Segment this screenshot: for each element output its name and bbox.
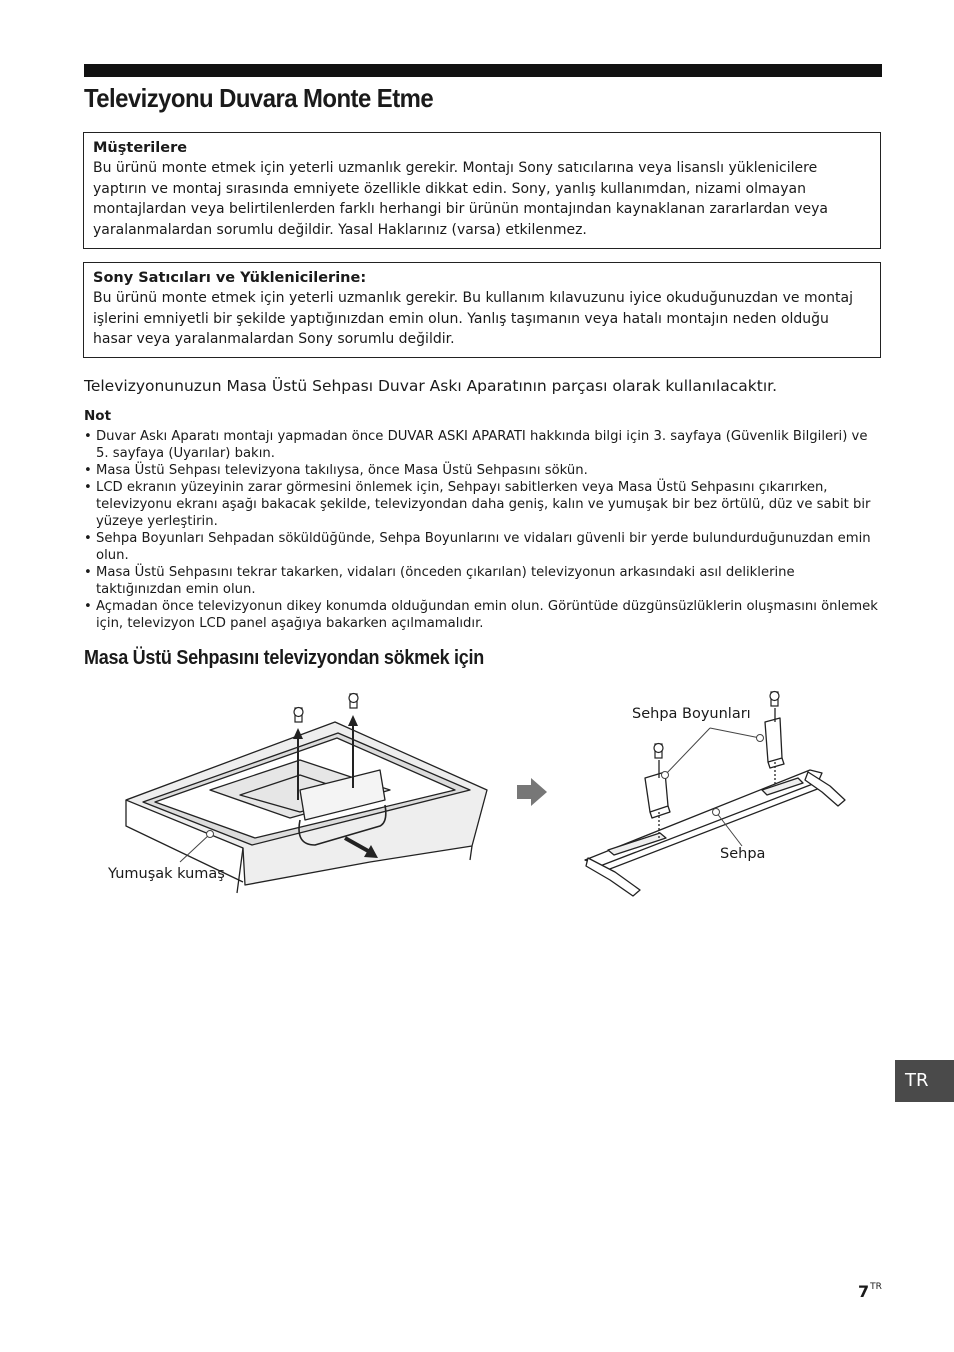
note-item: • Duvar Askı Aparatı montajı yapmadan önce DUVAR ASKI APARATI hakkında bilgi için 3. sayfaya (Güvenlik Bilgileri) ve 5. sayfaya (Uyarılar) bakın.	[84, 428, 884, 462]
page-number	[858, 1282, 882, 1301]
label-stand-necks: Sehpa Boyunları	[632, 706, 751, 722]
note-label: Not	[84, 408, 112, 424]
page-number-suffix: TR	[870, 1282, 882, 1292]
note-item: • Açmadan önce televizyonun dikey konumda olduğundan emin olun. Görüntüde düzgünsüzlüklerin oluşmasını önlemek için, televizyon LCD panel aşağıya bakarken açılmamalıdır.	[84, 598, 884, 632]
page-number-value: 7	[858, 1282, 870, 1301]
note-item: • Masa Üstü Sehpasını tekrar takarken, vidaları (önceden çıkarılan) televizyonun arkasındaki asıl deliklerine taktığınızdan emin olun.	[84, 564, 884, 598]
customers-notice-body: Bu ürünü monte etmek için yeterli uzmanlık gerekir. Montajı Sony satıcılarına veya lisanslı yüklenicilere yaptırın ve montaj sırasında emniyete özellikle dikkat edin. Sony, yanlış kullanımdan, nizami olmayan montajlardan veya belirtilenlerden farklı herhangi bir ürünün montajından kaynaklanan zararlardan veya yaralanmalardan sorumlu değildir. Yasal Haklarınız (varsa) etkilenmez.	[93, 160, 829, 238]
label-stand: Sehpa	[720, 846, 766, 862]
dealers-notice-body: Bu ürünü monte etmek için yeterli uzmanlık gerekir. Bu kullanım kılavuzunu iyice okuduğunuzdan ve montaj işlerini emniyetli bir şekilde yaptığınızdan emin olun. Yanlış taşımanın veya hatalı montajın neden olduğu hasar veya yaralanmalardan Sony sorumlu değildir.	[93, 290, 853, 347]
note-item: • LCD ekranın yüzeyinin zarar görmesini önlemek için, Sehpayı sabitlerken veya Masa Üstü Sehpasını çıkarırken, televizyonu ekranı aşağı bakacak şekilde, televizyondan daha geniş, kalın ve yumuşak bir bez örtülü, düz ve sabit bir yüzeye yerleştirin.	[84, 479, 884, 530]
note-item: • Sehpa Boyunları Sehpadan söküldüğünde, Sehpa Boyunlarını ve vidaları güvenli bir yerde bulundurduğunuzdan emin olun.	[84, 530, 884, 564]
dealers-notice-heading: Sony Satıcıları ve Yüklenicilerine:	[93, 270, 367, 286]
section-title: Masa Üstü Sehpasını televizyondan sökmek için	[84, 647, 484, 669]
label-soft-cloth: Yumuşak kumaş	[108, 866, 225, 882]
note-item: • Masa Üstü Sehpası televizyona takılıysa, önce Masa Üstü Sehpasını sökün.	[84, 462, 884, 479]
page-title: Televizyonu Duvara Monte Etme	[84, 83, 434, 113]
language-tab: TR	[895, 1060, 954, 1102]
customers-notice-heading: Müşterilere	[93, 140, 188, 156]
intro-text: Televizyonunuzun Masa Üstü Sehpası Duvar Askı Aparatının parçası olarak kullanılacaktır.	[84, 377, 778, 395]
